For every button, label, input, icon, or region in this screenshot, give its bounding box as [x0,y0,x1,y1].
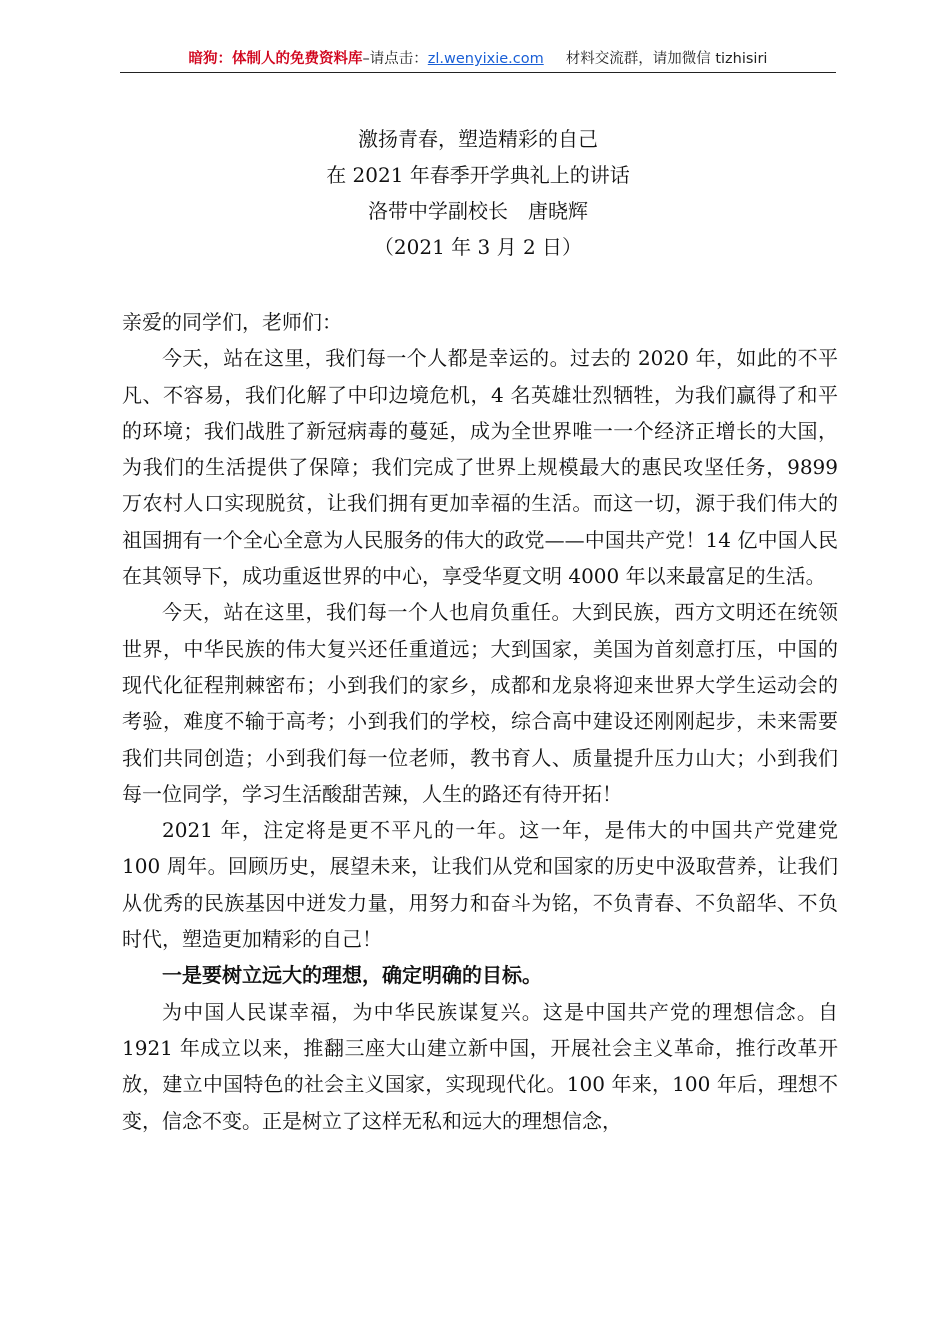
speech-date: （2021 年 3 月 2 日） [373,235,583,259]
speech-occasion: 在 2021 年春季开学典礼上的讲话 [326,163,630,187]
speech-author: 洛带中学副校长 唐晓辉 [368,199,588,223]
section-heading: 一是要树立远大的理想，确定明确的目标。 [162,963,542,988]
title-block [120,121,836,265]
paragraph: 2021 年，注定将是更不平凡的一年。这一年，是伟大的中国共产党建党 100 周年。回顾历史，展望未来，让我们从党和国家的历史中汲取营养，让我们从优秀的民族基因中迸发力量，用努力和奋斗为铭，不负青春、不负韶华、不负时代，塑造更加精彩的自己！ [122,818,838,952]
salutation: 亲爱的同学们，老师们： [122,310,342,334]
header-brand: 暗狗：体制人的免费资料库 [188,51,363,67]
paragraph: 今天，站在这里，我们每一个人都是幸运的。过去的 2020 年，如此的不平凡、不容易，我们化解了中印边境危机，4 名英雄壮烈牺牲，为我们赢得了和平的环境；我们战胜了新冠病毒的蔓延，成为全世界唯一一个经济正增长的大国，为我们的生活提供了保障；我们完成了世界上规模最大的惠民攻坚任务，9899 万农村人口实现脱贫，让我们拥有更加幸福的生活。而这一切，源于我们伟大的祖国拥有一个全心全意为人民服务的伟大的政党——中国共产党！14 亿中国人民在其领导下，成功重返世界的中心，享受华夏文明 4000 年以来最富足的生活。 [122,346,838,589]
speech-body [122,304,838,1139]
page-header [120,48,836,70]
paragraph: 今天，站在这里，我们每一个人也肩负重任。大到民族，西方文明还在统领世界，中华民族的伟大复兴还任重道远；大到国家，美国为首刻意打压，中国的现代化征程荆棘密布；小到我们的家乡，成都和龙泉将迎来世界大学生运动会的考验，难度不输于高考；小到我们的学校，综合高中建设还刚刚起步，未来需要我们共同创造；小到我们每一位老师，教书育人、质量提升压力山大；小到我们每一位同学，学习生活酸甜苦辣，人生的路还有待开拓！ [122,600,838,806]
header-group-text: 材料交流群，请加微信 tizhisiri [565,51,768,67]
header-divider [120,72,836,73]
header-link[interactable]: zl.wenyixie.com [427,51,544,67]
paragraph: 为中国人民谋幸福，为中华民族谋复兴。这是中国共产党的理想信念。自 1921 年成立以来，推翻三座大山建立新中国，开展社会主义革命，推行改革开放，建立中国特色的社会主义国家，实现现代化。100 年来，100 年后，理想不变，信念不变。正是树立了这样无私和远大的理想信念， [122,999,838,1133]
header-prompt: –请点击： [362,51,428,67]
speech-title: 激扬青春，塑造精彩的自己 [358,127,598,151]
